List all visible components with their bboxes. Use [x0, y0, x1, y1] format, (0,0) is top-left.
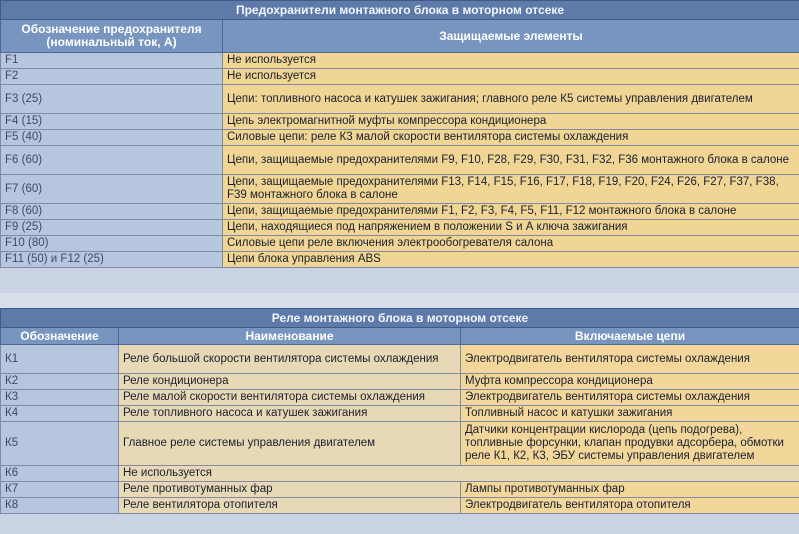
table-row — [1, 498, 799, 514]
relay-id: К5 — [1, 422, 119, 466]
fuse-description: Не используется — [223, 69, 799, 85]
fuse-id: F11 (50) и F12 (25) — [1, 252, 223, 268]
relay-name: Главное реле системы управления двигателем — [119, 422, 461, 466]
table-row — [1, 130, 799, 146]
table-row — [1, 69, 799, 85]
fuse-id: F3 (25) — [1, 85, 223, 114]
relay-id: К6 — [1, 466, 119, 482]
relay-circuits: Электродвигатель вентилятора системы охлаждения — [461, 345, 799, 374]
table-row — [1, 175, 799, 204]
relay-name: Не используется — [119, 466, 799, 482]
fuse-description: Силовые цепи: реле К3 малой скорости вентилятора системы охлаждения — [223, 130, 799, 146]
table-row — [1, 390, 799, 406]
relay-id: К3 — [1, 390, 119, 406]
relay-name: Реле топливного насоса и катушек зажигания — [119, 406, 461, 422]
fuses-title-row — [1, 1, 799, 20]
fuse-description: Цепь электромагнитной муфты компрессора кондиционера — [223, 114, 799, 130]
fuse-description: Не используется — [223, 53, 799, 69]
table-row — [1, 252, 799, 268]
section-gap — [0, 293, 799, 308]
relay-id: К8 — [1, 498, 119, 514]
table-row — [1, 220, 799, 236]
fuse-description: Цепи: топливного насоса и катушек зажигания; главного реле К5 системы управления двигателем — [223, 85, 799, 114]
fuse-description: Силовые цепи реле включения электрообогревателя салона — [223, 236, 799, 252]
fuse-id: F4 (15) — [1, 114, 223, 130]
relays-col3-header: Включаемые цепи — [461, 328, 799, 345]
fuse-description: Цепи, защищаемые предохранителями F9, F10, F28, F29, F30, F31, F32, F36 монтажного блока в салоне — [223, 146, 799, 175]
relays-col2-header: Наименование — [119, 328, 461, 345]
fuse-id: F2 — [1, 69, 223, 85]
table-row — [1, 406, 799, 422]
relays-title-row — [1, 309, 799, 328]
fuses-col1-header: Обозначение предохранителя (номинальный ток, А) — [1, 20, 223, 53]
relay-id: К4 — [1, 406, 119, 422]
fuse-description: Цепи блока управления ABS — [223, 252, 799, 268]
fuse-description: Цепи, находящиеся под напряжением в положении S и А ключа зажигания — [223, 220, 799, 236]
relay-name: Реле противотуманных фар — [119, 482, 461, 498]
relays-header-row — [1, 328, 799, 345]
table-row — [1, 146, 799, 175]
relay-circuits: Электродвигатель вентилятора отопителя — [461, 498, 799, 514]
fuse-id: F5 (40) — [1, 130, 223, 146]
fuse-id: F9 (25) — [1, 220, 223, 236]
relays-table — [0, 308, 799, 514]
fuse-description: Цепи, защищаемые предохранителями F1, F2, F3, F4, F5, F11, F12 монтажного блока в салоне — [223, 204, 799, 220]
relay-id: К7 — [1, 482, 119, 498]
table-row — [1, 422, 799, 466]
relays-col1-header: Обозначение — [1, 328, 119, 345]
table-row — [1, 466, 799, 482]
fuse-id: F1 — [1, 53, 223, 69]
fuse-id: F10 (80) — [1, 236, 223, 252]
table-row — [1, 53, 799, 69]
fuses-header-row — [1, 20, 799, 53]
relay-circuits: Датчики концентрации кислорода (цепь подогрева), топливные форсунки, клапан продувки адсорбера, обмотки реле К1, К2, К3, ЭБУ системы управления двигателем — [461, 422, 799, 466]
table-row — [1, 114, 799, 130]
table-row — [1, 482, 799, 498]
relay-circuits: Лампы противотуманных фар — [461, 482, 799, 498]
relay-id: К1 — [1, 345, 119, 374]
relays-title: Реле монтажного блока в моторном отсеке — [1, 309, 799, 328]
table-row — [1, 204, 799, 220]
fuse-id: F7 (60) — [1, 175, 223, 204]
fuses-title: Предохранители монтажного блока в моторном отсеке — [1, 1, 799, 20]
table-row — [1, 374, 799, 390]
fuse-id: F8 (60) — [1, 204, 223, 220]
relay-name: Реле малой скорости вентилятора системы охлаждения — [119, 390, 461, 406]
table-row — [1, 236, 799, 252]
relay-name: Реле вентилятора отопителя — [119, 498, 461, 514]
fuse-id: F6 (60) — [1, 146, 223, 175]
table-row — [1, 345, 799, 374]
relay-name: Реле большой скорости вентилятора системы охлаждения — [119, 345, 461, 374]
fuses-col2-header: Защищаемые элементы — [223, 20, 799, 53]
relay-circuits: Муфта компрессора кондиционера — [461, 374, 799, 390]
relay-name: Реле кондиционера — [119, 374, 461, 390]
relay-circuits: Топливный насос и катушки зажигания — [461, 406, 799, 422]
relay-circuits: Электродвигатель вентилятора системы охлаждения — [461, 390, 799, 406]
relay-id: К2 — [1, 374, 119, 390]
table-row — [1, 85, 799, 114]
fuse-description: Цепи, защищаемые предохранителями F13, F14, F15, F16, F17, F18, F19, F20, F24, F26, F27, F37, F38, F39 монтажного блока в салоне — [223, 175, 799, 204]
